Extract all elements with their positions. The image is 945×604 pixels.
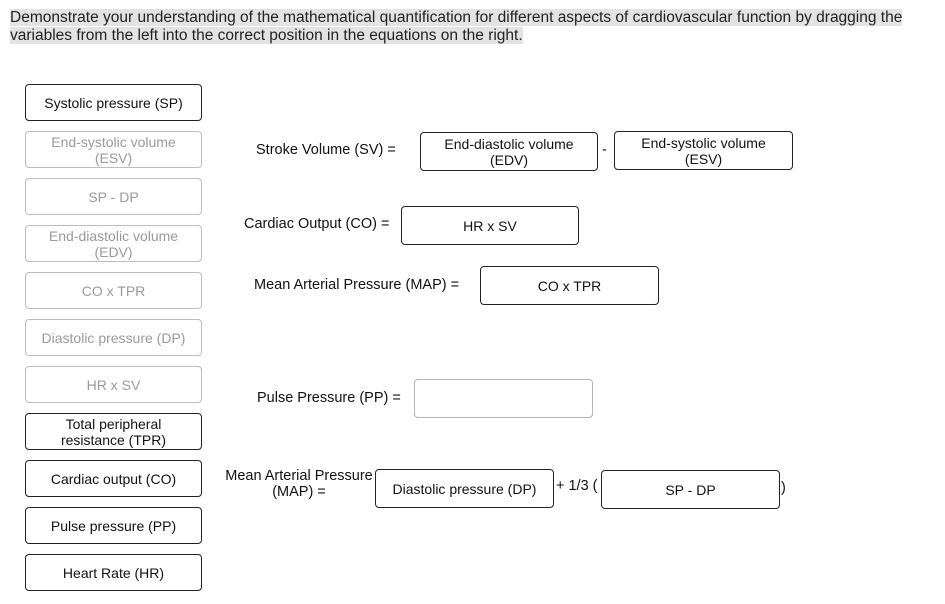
map2-drop-slot-1[interactable]: Diastolic pressure (DP) — [375, 469, 554, 508]
sv-equation-label: Stroke Volume (SV) = — [256, 142, 396, 158]
tile-pulse-pressure[interactable]: Pulse pressure (PP) — [25, 507, 202, 544]
tile-end-diastolic-volume[interactable]: End-diastolic volume (EDV) — [25, 225, 202, 262]
map-drop-slot[interactable]: CO x TPR — [480, 266, 659, 305]
co-drop-slot[interactable]: HR x SV — [401, 206, 579, 245]
map2-close-paren: ) — [781, 480, 786, 496]
tile-end-systolic-volume[interactable]: End-systolic volume (ESV) — [25, 131, 202, 168]
co-equation-label: Cardiac Output (CO) = — [244, 216, 390, 232]
map-equation-label: Mean Arterial Pressure (MAP) = — [254, 277, 460, 293]
tile-cardiac-output[interactable]: Cardiac output (CO) — [25, 460, 202, 497]
instruction-text: Demonstrate your understanding of the mathematical quantification for different aspects of cardiovascular function by dragging the variables from the left into the correct position in the equations on the right. — [10, 9, 903, 44]
map2-equation-label: Mean Arterial Pressure (MAP) = — [225, 468, 373, 500]
pp-equation-label: Pulse Pressure (PP) = — [257, 390, 401, 406]
tile-sp-minus-dp[interactable]: SP - DP — [25, 178, 202, 215]
tile-systolic-pressure[interactable]: Systolic pressure (SP) — [25, 84, 202, 121]
tile-diastolic-pressure[interactable]: Diastolic pressure (DP) — [25, 319, 202, 356]
tile-co-x-tpr[interactable]: CO x TPR — [25, 272, 202, 309]
sv-drop-slot-1[interactable]: End-diastolic volume (EDV) — [420, 132, 598, 171]
pp-drop-slot[interactable] — [414, 379, 593, 418]
tile-hr-x-sv[interactable]: HR x SV — [25, 366, 202, 403]
map2-plus-third-operator: + 1/3 ( — [556, 478, 598, 494]
tile-total-peripheral-resistance[interactable]: Total peripheral resistance (TPR) — [25, 413, 202, 450]
sv-minus-operator: - — [602, 142, 607, 158]
map2-drop-slot-2[interactable]: SP - DP — [601, 470, 780, 509]
tile-heart-rate[interactable]: Heart Rate (HR) — [25, 554, 202, 591]
sv-drop-slot-2[interactable]: End-systolic volume (ESV) — [614, 131, 793, 170]
